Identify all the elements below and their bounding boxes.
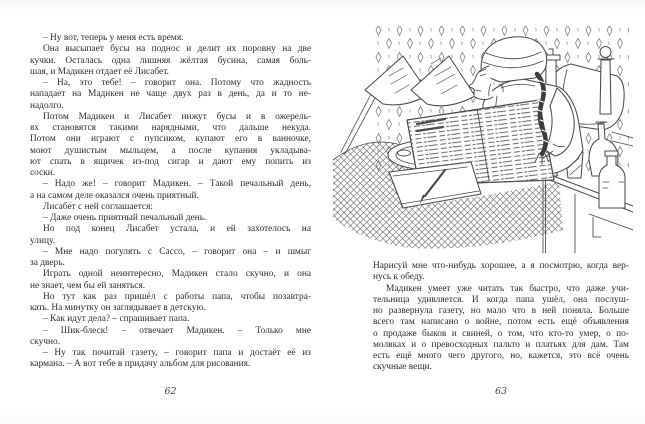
text-line: ях становятся такими нарядными, что дальше некуда. — [30, 123, 311, 133]
text-line: кармана. – А вот тебе в придачу альбом для рисования. — [30, 359, 251, 370]
text-line: – Мне надо погулять с Сассо, – говорит она – и шмыг — [43, 246, 311, 257]
text-line: но развернула газету, но мало что в ней поняла. Больше — [373, 306, 629, 316]
text-line: всего там написано о войне, потом есть ещё объявления — [373, 317, 629, 328]
text-line: Она высыпает бусы на поднос и делит их поровну на две — [43, 44, 311, 55]
illustration-madicken-reading-in-bed — [331, 24, 633, 254]
text-line: а на самом деле оказался очень приятный. — [30, 190, 199, 201]
text-line: – Ну так почитай газету, – говорит папа и достаёт её из — [43, 348, 311, 358]
text-line: – Как идут дела? – спрашивает папа. — [43, 314, 190, 325]
text-line: шая, и Мадикен отдает её Лисабет. — [30, 66, 169, 77]
text-line: нусь к обеду. — [373, 272, 425, 283]
text-line: надолго. — [30, 100, 64, 111]
text-line: скучно. — [30, 336, 61, 347]
text-line: Но под конец Лисабет устала, и ей захотелось на — [43, 224, 311, 235]
text-line: Потом они играют с пупсиком, купают его в ванночке, — [30, 134, 311, 145]
text-line: нападает на Мадикен не чаще двух раз в день, да и то не- — [30, 89, 311, 100]
text-line: за дверь. — [30, 258, 65, 268]
text-line: тельница удивляется. И когда папа ушёл, она послуш- — [373, 294, 629, 305]
text-line: Но тут как раз пришёл с работы папа, чтобы позавтра- — [43, 291, 311, 302]
text-line: – Надо же! – говорит Мадикен. – Такой печальный день, — [43, 179, 311, 190]
text-line: Потом Мадикен и Лисабет нижут бусы и в ожерель- — [43, 111, 311, 122]
text-line: есть ещё много чего другого, но, кажется, это всё очень — [373, 351, 629, 361]
left-page-number: 62 — [164, 386, 177, 397]
text-line: о продаже быков и свиней, о том, что кто-то умер, о по- — [373, 328, 629, 339]
right-page-text — [373, 261, 629, 374]
text-line: скучные вещи. — [373, 362, 432, 373]
right-page-number: 63 — [494, 386, 508, 397]
illustration-drawing — [331, 24, 633, 254]
text-line: – Шик-блеск! – отвечает Мадикен. – Только мне — [43, 325, 311, 336]
text-line: соски. — [30, 168, 56, 178]
text-line: кучки. Осталась одна лишняя жёлтая бусина, самая боль- — [30, 55, 311, 66]
text-line: – Даже очень приятный печальный день. — [43, 213, 207, 223]
left-page-text — [30, 33, 311, 371]
text-line: моют душистым мыльцем, а после купания укладыва- — [30, 145, 311, 156]
text-line: Играть одной неинтересно, Мадикен стало скучно, и она — [43, 269, 311, 280]
text-line: не знает, чем бы ей заняться. — [30, 280, 146, 291]
text-line: ют спать в ящичек из-под сигар и дают ему попить из — [30, 156, 311, 167]
text-line: улицу. — [30, 235, 56, 246]
text-line: Нарисуй мне что-нибудь хорошее, а я посмотрю, когда вер- — [373, 261, 629, 271]
text-line: кать. На минутку он заглядывает в детскую. — [30, 303, 206, 313]
text-line: молвках и о превосходных пальто и платьях для дам. Там — [373, 339, 629, 350]
text-line: – На, это тебе! – говорит она. Потому что жадность — [43, 78, 311, 88]
text-line: Лисабет с ней соглашается: — [43, 201, 153, 212]
text-line: – Ну вот, теперь у меня есть время. — [43, 33, 184, 43]
text-line: Мадикен умеет уже читать так быстро, что даже учи- — [386, 283, 629, 294]
